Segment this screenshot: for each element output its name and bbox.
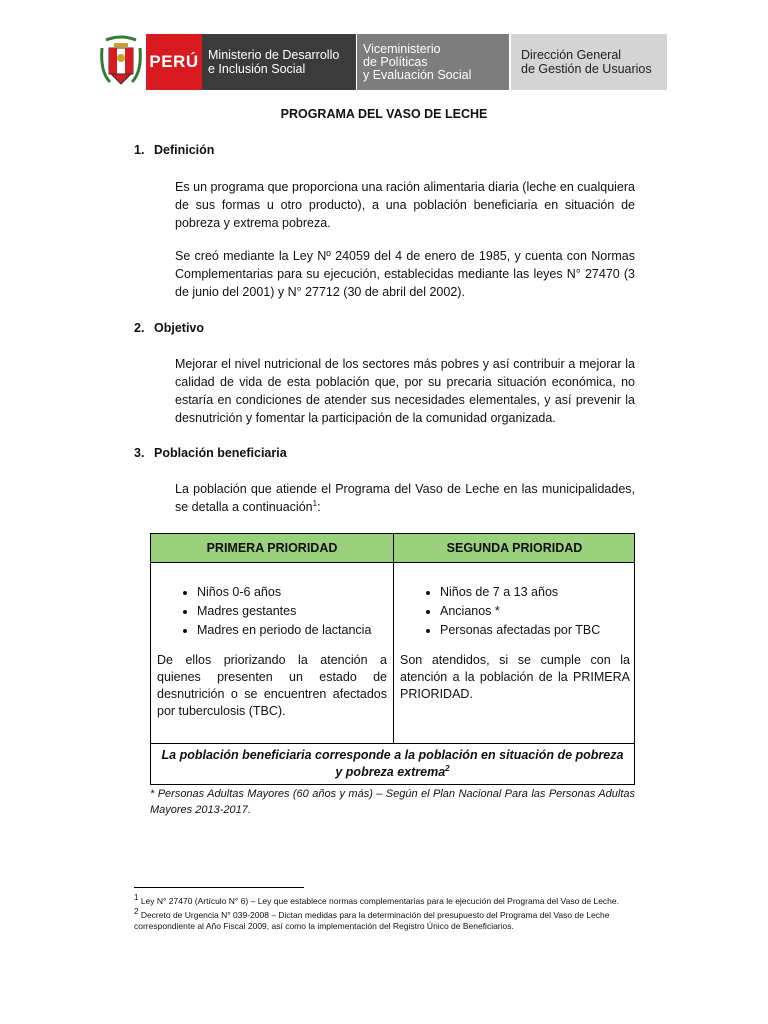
footnote-2: $^2$ Decreto de Urgencia N° 039-2008 – Dictan medidas para la determinación del presupuesto del Programa del Vaso de Leche correspondiente al Año Fiscal 2009, así como la implementación del Registro Único de Beneficiarios. — [134, 907, 610, 931]
list-item: • Personas afectadas por TBC — [440, 621, 630, 640]
population-paragraph: La población que atiende el Programa del Vaso de Leche en las municipalidades, se detalla a continuación$^1$: — [175, 482, 635, 514]
asterisk-note: * Personas Adultas Mayores (60 años y más) – Según el Plan Nacional Para las Personas Adultas Mayores 2013-2017. — [150, 788, 635, 816]
cell-primera-prioridad — [151, 563, 393, 743]
definition-paragraph-2: Se creó mediante la Ley Nº 24059 del 4 de enero de 1985, y cuenta con Normas Complementarias para su ejecución, establecidas mediante las leyes N° 27470 (3 de junio del 2001) y N° 27712 (30 de abril del 2002). — [175, 249, 635, 299]
viceministry-label: Viceministerio de Políticas y Evaluación Social — [357, 34, 509, 90]
list-segunda — [400, 583, 630, 640]
list-item: • Niños de 7 a 13 años — [440, 583, 630, 602]
list-item: • Madres en periodo de lactancia — [197, 621, 387, 640]
coat-of-arms-icon — [96, 34, 146, 90]
ministry-label: Ministerio de Desarrollo e Inclusión Social — [202, 34, 356, 90]
table-footer-row: La población beneficiaria corresponde a la población en situación de pobreza y pobreza extrema$^2$ — [161, 748, 624, 779]
definition-paragraph-1: Es un programa que proporciona una ración alimentaria diaria (leche en cualquiera de sus formas u otro producto), a una población beneficiaria en situación de pobreza y extrema pobreza. — [175, 180, 635, 230]
primera-description: De ellos priorizando la atención a quienes presenten un estado de desnutrición o se encuentren afectados por tuberculosis (TBC). — [157, 653, 387, 718]
objective-paragraph: Mejorar el nivel nutricional de los sectores más pobres y así contribuir a mejorar la calidad de vida de esta población que, por su precaria situación económica, no estaría en condiciones de atender sus necesidades elementales, y así prevenir la desnutrición y fomentar la participación de la comunidad organizada. — [175, 357, 635, 425]
segunda-description: Son atendidos, si se cumple con la atención a la población de la PRIMERA PRIORIDAD. — [400, 653, 630, 701]
col-header-primera: PRIMERA PRIORIDAD — [206, 541, 338, 555]
document-title: PROGRAMA DEL VASO DE LECHE — [280, 107, 488, 121]
footnote-separator — [134, 887, 304, 888]
list-item: • Madres gestantes — [197, 602, 387, 621]
section-heading-objetivo: 2. Objetivo — [134, 321, 205, 335]
list-primera — [157, 583, 387, 640]
list-item: • Niños 0-6 años — [197, 583, 387, 602]
footnote-1: $^1$ Ley N° 27470 (Artículo N° 6) – Ley que establece normas complementarias para le ejecución del Programa del Vaso de Leche. — [134, 893, 619, 906]
cell-segunda-prioridad — [394, 563, 636, 743]
section-heading-definicion: 1. Definición — [134, 143, 215, 157]
list-item: • Ancianos * — [440, 602, 630, 621]
section-heading-poblacion: 3. Población beneficiaria — [134, 446, 287, 460]
col-header-segunda: SEGUNDA PRIORIDAD — [446, 541, 583, 555]
country-label: PERÚ — [146, 34, 202, 90]
priority-table — [150, 533, 635, 785]
direction-label: Dirección General de Gestión de Usuarios — [511, 34, 667, 90]
header-banner — [96, 34, 672, 90]
